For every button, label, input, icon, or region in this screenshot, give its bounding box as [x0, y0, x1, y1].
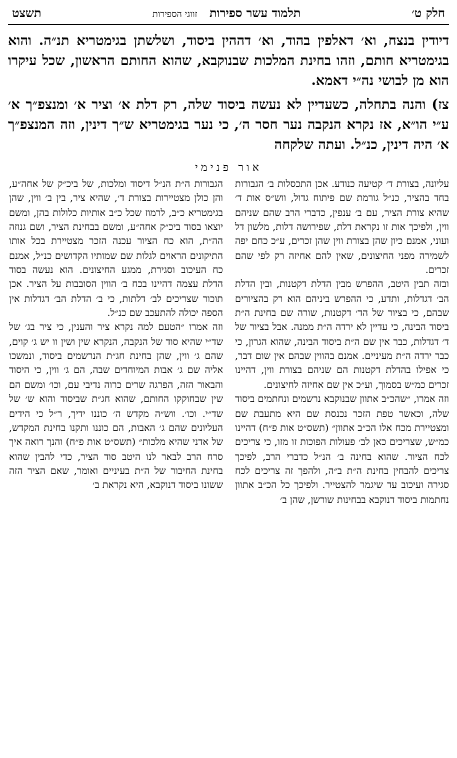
commentary-paragraph: וזה אמרו ״הטעם למה נקרא ציר והענין, כי ציר בג׳ של שד״י שהיא סוד של הנקבה, הנקרא שין ושין וו יש ג׳ קוים, שהם ג׳ ווין, שהן בחינת חג״ת הנרשמים ביסוד, ונמשכו אליה שם ג׳ אבות המיוחדים שבה, הם ג׳ ווין, כי היסוד והבאור הזה, הפרגה שרים כרוה נדיבי עם, וכו׳ ומשם הם שין שבחוקקו החותם, שהוא חג״ת שביסוד והוא ש׳ של שד״י. וכו׳. ווש״ה מקדש ה׳ כוננו ידיך, ר״ל כי הידים העליונים שהם ג׳ האבות, הם כוננו ותקנו בחינת המקדש, של אדני שהיא מלכות״ (תשס״ט אות פ״ח) והנך רואה איך סרח הרב לבאר לנו היטב סוד הציר, כדי להבין שהוא בחינת החיבור של ה״ת בעיניים ואומר, שאם הציר הזה ששונו ביסוד דנוקבא, היא נקראת ב׳: [9, 322, 223, 492]
running-header: [8, 6, 449, 25]
commentary-column-left: [9, 178, 223, 508]
main-text: [8, 31, 449, 155]
section-title: זווגי הספירות: [152, 10, 198, 20]
header-part: חלק ט׳: [411, 6, 445, 20]
main-paragraph: צז) והנה בתחלה, כשעדיין לא נעשה ביסוד שלה, רק דלת א׳ וציר א׳ ומנצפ״ך א׳ ע״י הו״א, אז נקרא הנקבה נער חסר ה׳, כי נער בגימטריא ש״ך דינין, וזה המנצפ״ך א׳ היה דינין, כנ״ל. ועתה שלקחה: [8, 97, 449, 153]
commentary-paragraph: עליונה, בצורת ד׳ קטיעה כנודע. אכן התכסלות ב׳ הגבורות בחד בהציר, כנ״ל גורמת שם פיתוח גדול, ווש״ס אות ד׳ שהיא צורת הציר, עם ב׳ ענפין, כדברי הרב שהם שניהם ווין, ולפיכך אות זו נקראת דלת, שפירושה דלות, מלשון דל ועוני, אמנם כיון שהן בצורת ווין שהן זכרים, ע״כ כחם יפה לשמירה מפני החיצונים, שאין להם אחיזה רק לפי שהם זכרים.: [235, 179, 449, 277]
book-title: תלמוד עשר ספירות: [209, 6, 301, 20]
main-paragraph: דיודין בנצח, וא׳ דאלפין בהוד, וא׳ דההין ביסוד, ושלשתן בגימטריא תנ״ה. והוא בגימטריא חותם, וזהו בחינת המלכות שבנוקבא, שהוא החותם הראשון, שכל עיקרו הוא מן לבושי נה״י דאמא.: [8, 33, 449, 89]
commentary-heading: אור פנימי: [195, 161, 262, 174]
page-number: תשצט: [12, 6, 42, 20]
commentary-columns: [8, 178, 449, 508]
commentary-column-right: [235, 178, 449, 508]
commentary-paragraph: ובזה תבין היטב, ההפרש מבין הדלת דקטנות, ובין הדלת הב׳ דגדלות, ותדע, כי ההפרש ביניהם הוא רק בהציורים שבהם, כי בציור של הד׳ דקטנות, שורה שם בחינת ה״ת ביסוד הבינה, כי עדיין לא ירדה ה״ת ממנה. אבל בציור של ד׳ דגדלות, כבר אין שם ה״ת ביסוד הבינה, שהוא הגרון, כי כבר ירדה ה״ת מעיניים. אמנם בהווין שבהם אין שום דבר, כי אפילו בהדלת דקטנות הם שניהם בצורת ווין, דהיינו זכרים כמ״ש בסמוך, וע״כ אין שם אחיזה לחיצונים.: [235, 279, 449, 391]
commentary-paragraph: הגבורות ה״ת הנ״ל דיסוד ומלכות, של ביכ״ק של אחה״ע, והן כולן מצטיירות בצורת ד׳, שהיא ציר, בין ב׳ ווין, שהן בגימטריא כ״ב, לרמוז שכל כ״ב אותיות כלולות בהן, ומשם יוצאו בסוד ביכ״ק אחה״ע, ומשם בבחינת הציר, ושם גנוזה הה״ת, הוא כח הציור עכנה הזכר מצטיירת בכל אותו התיקונים הראוים לגלות שם שמותיו הקדושים כנ״ל, אמנם כח העיכוב וסגירת, ממגע החיצונים. הוא נעשה בסוד הדלת עצמה דהיינו בכח ב׳ הווין הסובבות על הציר. אכן תוכור שצריכים לב׳ דלתות, כי ב׳ הדלת הב׳ דגדלות אין הספה יכולה להתעכב שם כנ״ל.: [9, 179, 223, 320]
header-title: [152, 6, 300, 21]
commentary-paragraph: וזה אמרו, ״שהכ״ב אתוון שבנוקבא נרשמים ונחתמים ביסוד שלה, וכאשר טפת הזכר נכנסת שם היא מתעבת שם ומצטיירת מכח אלו הכ״ב אתוון״ (תשס״ט אות פ״ח) דהיינו כמ״ש, שצריכים כאן לב׳ פעולות הפוכות זו מזו, כי צריכים לכח הציור. שהוא בחינה ב׳ הנ״ל כדברי הרב, לפיכך צריכים להבחין בחינת ה״ת ב״ה, ולהפך זה צריכים לכח סגירה ועיכוב עד שיגמר להצטייר. ולפיכך כל הכ״ב אתוון נחתמות ביסוד דנוקבא בבחינות שורשן, שהן ב׳: [235, 394, 449, 506]
